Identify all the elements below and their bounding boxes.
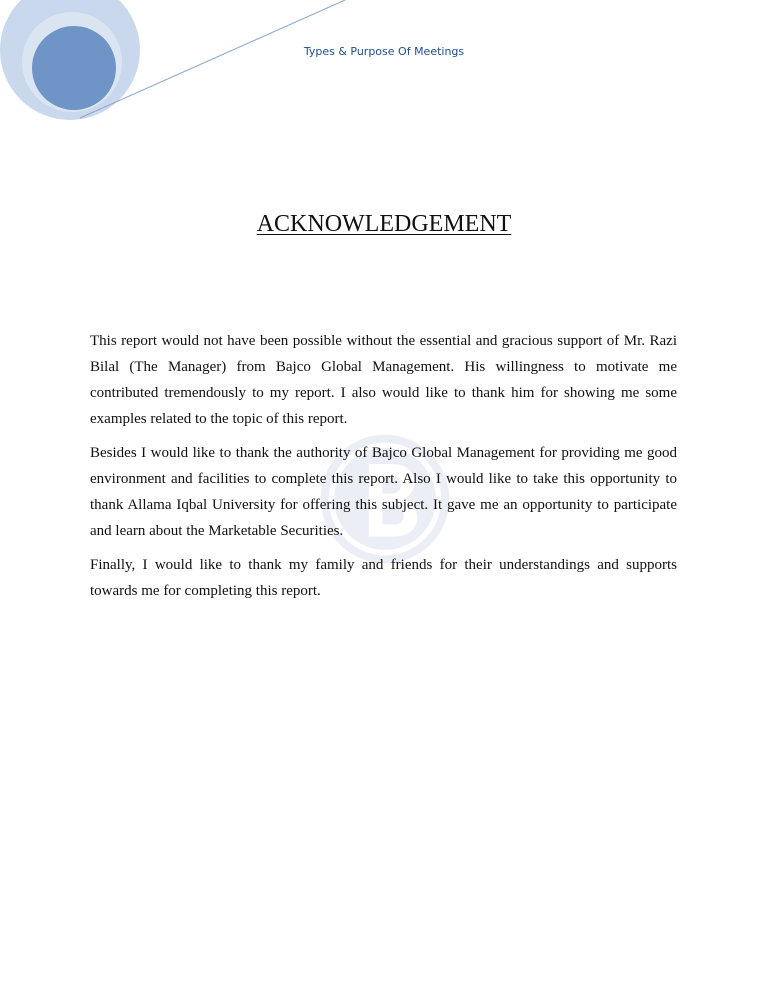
page-title	[0, 211, 768, 238]
inner-circle	[32, 26, 116, 110]
page-title-text: ACKNOWLEDGEMENT	[256, 211, 512, 237]
paragraph: This report would not have been possible without the essential and gracious support of Mr. Razi Bilal (The Manager) from Bajco Global Management. His willingness to motivate me contributed tremendously to my report. I also would like to thank him for showing me some examples related to the topic of this report.	[90, 333, 677, 427]
document-body	[90, 328, 677, 612]
paragraph: Besides I would like to thank the authority of Bajco Global Management for providing me good environment and facilities to complete this report. Also I would like to take this opportunity to thank Allama Iqbal University for offering this subject. It gave me an opportunity to participate and learn about the Marketable Securities.	[90, 445, 677, 539]
concentric-circles-icon	[0, 0, 360, 130]
paragraph: Finally, I would like to thank my family and friends for their understandings and supports towards me for completing this report.	[90, 557, 677, 599]
running-header: Types & Purpose Of Meetings	[303, 45, 465, 58]
